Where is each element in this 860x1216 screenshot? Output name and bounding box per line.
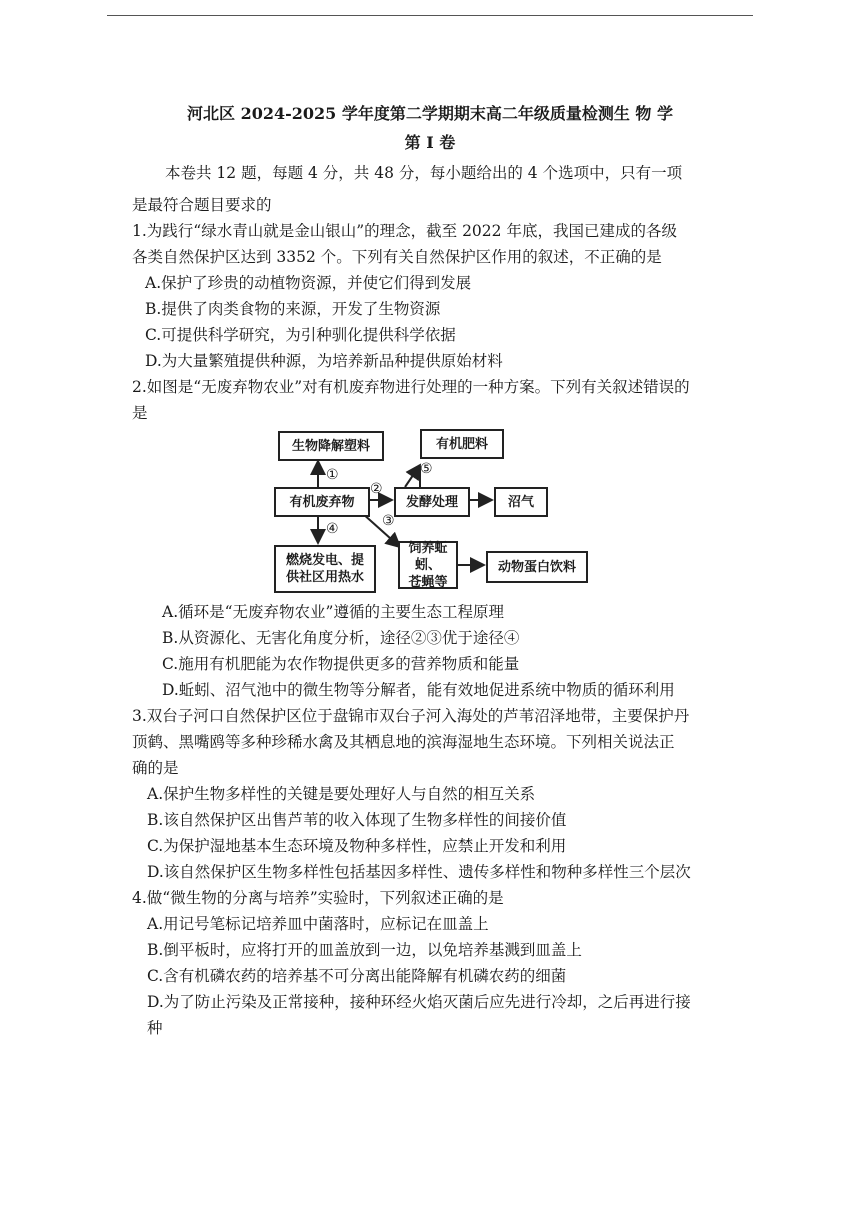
box-organic-waste: 有机废弃物 — [274, 487, 370, 517]
question-stem: 1.为践行“绿水青山就是金山银山”的理念，截至 2022 年底，我国已建成的各级 — [132, 222, 677, 240]
question-stem: 是 — [132, 404, 148, 422]
box-feed-line2: 苍蝇等 — [408, 574, 448, 590]
exam-title: 河北区 2024-2025 学年度第二学期期末高二年级质量检测生 物 学 — [187, 104, 673, 123]
option-a: A.保护了珍贵的动植物资源，并使它们得到发展 — [145, 274, 472, 292]
box-fermentation: 发酵处理 — [394, 487, 470, 517]
option-d: D.该自然保护区生物多样性包括基因多样性、遗传多样性和物种多样性三个层次 — [147, 863, 691, 881]
path-label-4: ④ — [326, 521, 339, 537]
option-b: B.该自然保护区出售芦苇的收入体现了生物多样性的间接价值 — [147, 811, 567, 829]
option-d: D.蚯蚓、沼气池中的微生物等分解者，能有效地促进系统中物质的循环利用 — [162, 681, 675, 699]
box-burn-line2: 供社区用热水 — [285, 570, 364, 585]
section-heading: 第 Ⅰ 卷 — [404, 133, 456, 152]
question-stem: 顶鹤、黑嘴鸥等多种珍稀水禽及其栖息地的滨海湿地生态环境。下列相关说法正 — [132, 733, 675, 751]
box-organic-fertilizer: 有机肥料 — [420, 429, 504, 459]
box-bio-plastic: 生物降解塑料 — [278, 431, 384, 461]
path-label-3: ③ — [382, 513, 395, 529]
box-feed-worms — [398, 541, 458, 589]
question-stem: 3.双台子河口自然保护区位于盘锦市双台子河入海处的芦苇沼泽地带，主要保护丹 — [132, 707, 690, 725]
box-feed-line1: 饲养蚯蚓、 — [408, 540, 448, 573]
option-b: B.从资源化、无害化角度分析，途径②③优于途径④ — [162, 629, 520, 647]
option-d: D.为大量繁殖提供种源，为培养新品种提供原始材料 — [145, 352, 503, 370]
path-label-2: ② — [370, 481, 383, 497]
option-b: B.提供了肉类食物的来源，开发了生物资源 — [145, 300, 441, 318]
option-d-continued: 种 — [147, 1019, 163, 1037]
option-d: D.为了防止污染及正常接种，接种环经火焰灭菌后应先进行冷却，之后再进行接 — [147, 993, 691, 1011]
box-protein-feed: 动物蛋白饮料 — [486, 551, 588, 583]
question-stem: 各类自然保护区达到 3352 个。下列有关自然保护区作用的叙述，不正确的是 — [132, 248, 662, 266]
option-a: A.保护生物多样性的关键是要处理好人与自然的相互关系 — [147, 785, 536, 803]
option-c: C.可提供科学研究，为引种驯化提供科学依据 — [145, 326, 456, 344]
question-stem: 确的是 — [132, 759, 179, 777]
path-label-1: ① — [326, 467, 339, 483]
option-c: C.施用有机肥能为农作物提供更多的营养物质和能量 — [162, 655, 520, 673]
intro-text: 是最符合题目要求的 — [132, 196, 272, 214]
option-a: A.用记号笔标记培养皿中菌落时，应标记在皿盖上 — [147, 915, 489, 933]
option-a: A.循环是“无废弃物农业”遵循的主要生态工程原理 — [162, 603, 504, 621]
box-burn-line1: 燃烧发电、提 — [285, 553, 364, 568]
option-b: B.倒平板时，应将打开的皿盖放到一边，以免培养基溅到皿盖上 — [147, 941, 582, 959]
option-c: C.为保护湿地基本生态环境及物种多样性，应禁止开发和利用 — [147, 837, 567, 855]
option-c: C.含有机磷农药的培养基不可分离出能降解有机磷农药的细菌 — [147, 967, 567, 985]
box-burn-power — [274, 545, 376, 593]
question-stem: 4.做“微生物的分离与培养”实验时，下列叙述正确的是 — [132, 889, 504, 907]
box-biogas: 沼气 — [494, 487, 548, 517]
question-stem: 2.如图是“无废弃物农业”对有机废弃物进行处理的一种方案。下列有关叙述错误的 — [132, 378, 690, 396]
intro-text: 本卷共 12 题，每题 4 分，共 48 分，每小题给出的 4 个选项中，只有一项 — [165, 164, 683, 182]
waste-treatment-diagram — [270, 425, 590, 595]
path-label-5: ⑤ — [420, 461, 433, 477]
